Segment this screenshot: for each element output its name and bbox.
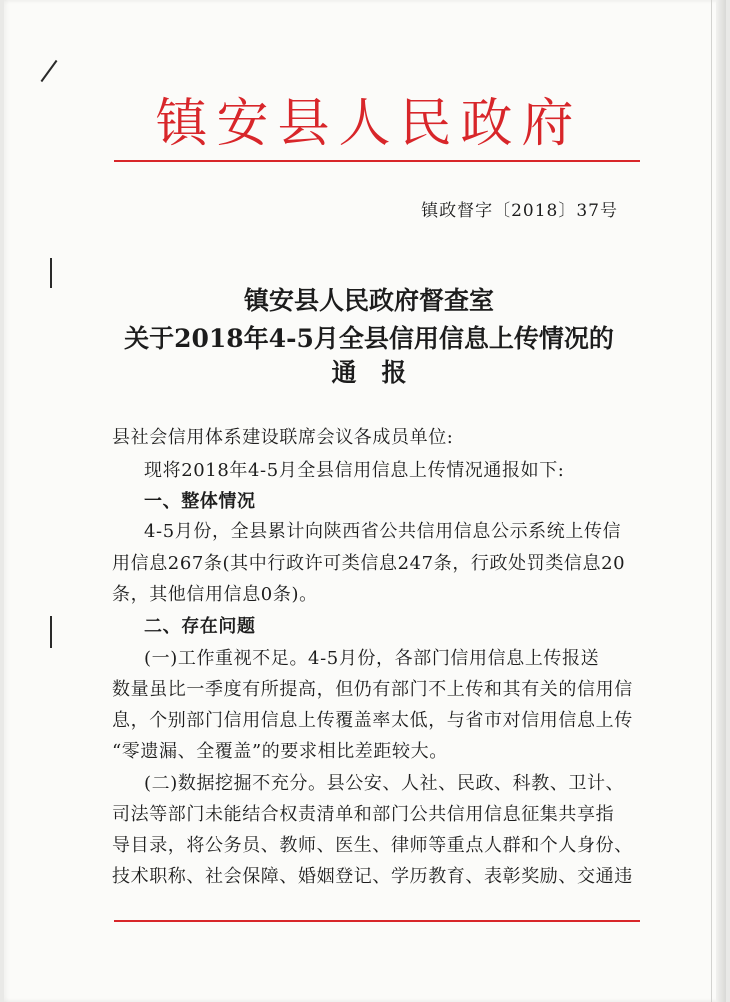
- paragraph-line: 技术职称、社会保障、婚姻登记、学历教育、表彰奖励、交通违: [112, 866, 633, 887]
- title-line-3: 通 报: [331, 358, 407, 387]
- title-line-2: 关于2018年4-5月全县信用信息上传情况的: [124, 324, 614, 353]
- document-number: 镇政督字〔2018〕37号: [421, 201, 618, 221]
- addressee: 县社会信用体系建设联席会议各成员单位:: [112, 427, 454, 448]
- agency-header: 镇安县人民政府: [155, 94, 583, 154]
- red-header-rule: [114, 160, 640, 162]
- red-footer-rule: [114, 920, 640, 922]
- paragraph-line: 息，个别部门信用信息上传覆盖率太低，与省市对信用信息上传: [112, 710, 633, 731]
- paragraph-line: 4-5月份，全县累计向陕西省公共信用信息公示系统上传信: [144, 521, 622, 542]
- paragraph-line: 导目录，将公务员、教师、医生、律师等重点人群和个人身份、: [112, 835, 633, 856]
- binding-mark-bottom: [50, 616, 52, 648]
- paragraph-line: (二)数据挖掘不充分。县公安、人社、民政、科教、卫计、: [144, 773, 625, 794]
- paragraph-line: 司法等部门未能结合权责清单和部门公共信用信息征集共享指: [112, 804, 615, 825]
- paragraph-line: “零遗漏、全覆盖”的要求相比差距较大。: [112, 741, 448, 762]
- section-heading-overview: 一、整体情况: [144, 491, 256, 512]
- paragraph-line: (一)工作重视不足。4-5月份，各部门信用信息上传报送: [144, 648, 600, 669]
- document-page: [4, 0, 726, 1002]
- title-line-1: 镇安县人民政府督查室: [243, 286, 494, 315]
- paragraph-line: 条，其他信用信息0条)。: [112, 584, 318, 605]
- pen-mark: [41, 60, 58, 82]
- paragraph-line: 数量虽比一季度有所提高，但仍有部门不上传和其有关的信用信: [112, 679, 633, 700]
- paragraph-line: 用信息267条(其中行政许可类信息247条，行政处罚类信息20: [112, 553, 626, 574]
- intro-paragraph: 现将2018年4-5月全县信用信息上传情况通报如下:: [144, 460, 565, 481]
- section-heading-issues: 二、存在问题: [144, 616, 256, 637]
